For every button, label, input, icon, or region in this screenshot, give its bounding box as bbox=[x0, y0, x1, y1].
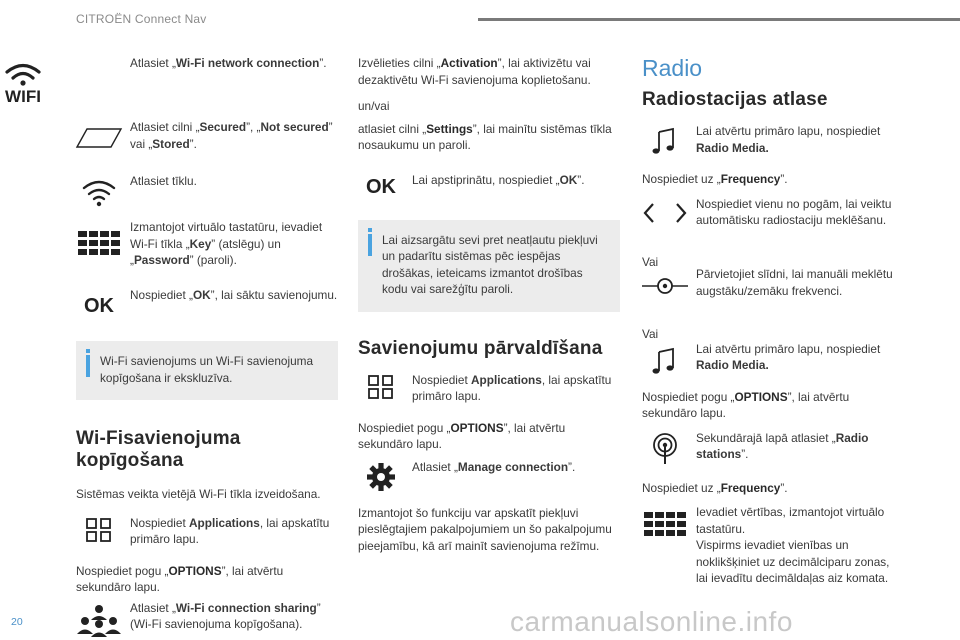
options-instruction: Nospiediet pogu „OPTIONS”, lai atvērtu sekundāro lapu. bbox=[642, 389, 850, 420]
options-instruction: Nospiediet pogu „OPTIONS”, lai atvērtu sekundāro lapu. bbox=[76, 563, 284, 594]
step-slider: Pārvietojiet slīdni, lai manuāli meklētu augstāku/zemāku frekvenci. bbox=[642, 266, 904, 318]
step-radio-media-2: Lai atvērtu primāro lapu, nospiediet Radio Media. bbox=[642, 341, 904, 383]
step-select-network: Atlasiet tīklu. bbox=[76, 173, 338, 209]
radio-heading: Radio bbox=[642, 55, 703, 81]
wifi-icon bbox=[72, 177, 126, 207]
info-note-exclusive: Wi-Fi savienojums un Wi-Fi savienojuma kopīgošana ir ekskluzīva. bbox=[76, 341, 338, 400]
section-title-sharing: Wi-Fisavienojuma kopīgošana bbox=[76, 428, 241, 471]
ok-icon bbox=[72, 291, 126, 317]
page-number: 20 bbox=[11, 616, 23, 628]
column-radio bbox=[642, 55, 904, 587]
info-icon bbox=[368, 228, 372, 232]
options-instruction: Nospiediet pogu „OPTIONS”, lai atvērtu sekundāro lapu. bbox=[358, 420, 566, 451]
svg-text:OK: OK bbox=[84, 295, 114, 317]
sharing-intro: Sistēmas veikta vietējā Wi-Fi tīkla izveidošana. bbox=[76, 487, 321, 501]
step-ok-confirm: OK Lai apstiprinātu, nospiediet „OK”. bbox=[358, 172, 620, 212]
step-applications: Nospiediet Applications, lai apskatītu primāro lapu. bbox=[76, 515, 338, 553]
music-note-icon bbox=[638, 347, 692, 375]
column-sharing-management bbox=[358, 55, 620, 554]
watermark: carmanualsonline.info bbox=[510, 606, 793, 637]
radio-antenna-icon bbox=[638, 432, 692, 466]
applications-grid-icon bbox=[72, 517, 126, 543]
tab-shape-icon bbox=[72, 127, 126, 149]
gear-icon bbox=[354, 461, 408, 493]
step-applications: Nospiediet Applications, lai apskatītu primāro lapu. bbox=[358, 372, 620, 410]
info-icon bbox=[86, 349, 90, 353]
manage-description: Izmantojot šo funkciju var apskatīt piekļuvi pieslēgtajiem pakalpojumiem un šo pakalpojumu pieejamību, kā arī mainīt savienojuma režīmu. bbox=[358, 505, 612, 553]
or-text: Vai bbox=[642, 327, 659, 341]
step-seek-buttons: Nospiediet vienu no pogām, lai veiktu automātisku radiostaciju meklēšanu. bbox=[642, 196, 904, 246]
svg-text:OK: OK bbox=[366, 175, 396, 198]
chevron-left-right-icon bbox=[638, 202, 692, 224]
step-wifi-network: WIFI Atlasiet „Wi-Fi network connection”. bbox=[0, 55, 338, 105]
page-header-title: CITROËN Connect Nav bbox=[76, 12, 207, 26]
users-group-icon bbox=[72, 604, 126, 640]
music-note-icon bbox=[638, 127, 692, 155]
step-enter-key: Izmantojot virtuālo tastatūru, ievadiet Wi-Fi tīkla „Key” (atslēgu) un „Password” (paroli). bbox=[76, 219, 338, 279]
info-note-security: Lai aizsargātu sevi pret neatļautu piekļuvi un padarītu sistēmas pēc iespējas drošākas, ieteicams izmantot drošības kodu vai sarežģītu paroli. bbox=[358, 220, 620, 312]
step-radio-stations: Sekundārajā lapā atlasiet „Radio stations”. bbox=[642, 430, 904, 476]
applications-grid-icon bbox=[354, 374, 408, 400]
or-text: Vai bbox=[642, 254, 659, 269]
activation-instruction: Izvēlieties cilni „Activation”, lai aktivizētu vai dezaktivētu Wi-Fi savienojuma koplietošanu. bbox=[358, 56, 591, 87]
svg-text:WIFI: WIFI bbox=[5, 87, 41, 104]
ok-icon bbox=[354, 172, 408, 198]
section-title-management: Savienojumu pārvaldīšana bbox=[358, 337, 603, 359]
step-keypad-entry: Ievadiet vērtības, izmantojot virtuālo tastatūru. Vispirms ievadiet vienības un noklikšķiniet uz decimālciparu zonas, lai ievadītu decimāldaļas aiz komata. bbox=[642, 504, 904, 587]
section-title-station-select: Radiostacijas atlase bbox=[642, 89, 828, 110]
step-connection-sharing: Atlasiet „Wi-Fi connection sharing” (Wi-Fi savienojuma kopīgošana). bbox=[76, 600, 338, 640]
header-rule bbox=[478, 18, 960, 21]
frequency-instruction: Nospiediet uz „Frequency”. bbox=[642, 172, 788, 186]
frequency-instruction: Nospiediet uz „Frequency”. bbox=[642, 480, 788, 495]
step-ok-connect: OK Nospiediet „OK”, lai sāktu savienojumu. bbox=[76, 287, 338, 329]
wifi-logo-icon bbox=[0, 58, 50, 104]
and-or-text: un/vai bbox=[358, 99, 390, 113]
settings-instruction: atlasiet cilni „Settings”, lai mainītu sistēmas tīkla nosaukumu un paroli. bbox=[358, 121, 612, 152]
step-radio-media: Lai atvērtu primāro lapu, nospiediet Radio Media. bbox=[642, 123, 904, 165]
slider-knob-icon bbox=[638, 274, 692, 298]
keyboard-icon bbox=[638, 510, 692, 542]
step-secured-tabs: Atlasiet cilni „Secured”, „Not secured” vai „Stored”. bbox=[76, 119, 338, 161]
keyboard-icon bbox=[72, 229, 126, 261]
step-manage-connection: Atlasiet „Manage connection”. bbox=[358, 459, 620, 499]
wifi-network-label: Wi-Fi network connection bbox=[175, 56, 320, 70]
